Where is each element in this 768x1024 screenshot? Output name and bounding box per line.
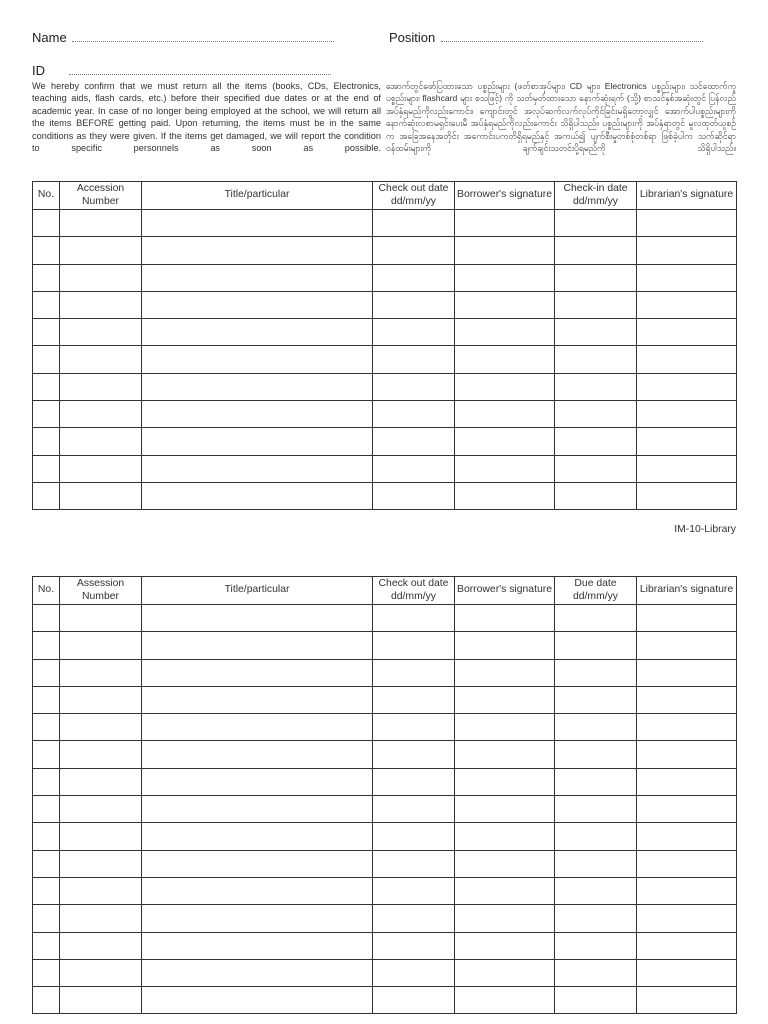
table-cell[interactable] [60,319,142,346]
table-cell[interactable] [142,686,373,713]
table-cell[interactable] [142,987,373,1014]
table-cell[interactable] [142,768,373,795]
checkout-table-header [33,182,737,210]
table-row [33,823,737,850]
table-cell[interactable] [455,373,555,400]
table-cell[interactable] [373,210,455,237]
table-cell[interactable] [33,237,60,264]
table-cell[interactable] [373,401,455,428]
table-cell[interactable] [60,401,142,428]
table-cell[interactable] [637,210,737,237]
table-row [33,659,737,686]
table-cell[interactable] [555,455,637,482]
table-cell[interactable] [142,455,373,482]
checkout-table [32,181,737,510]
table-cell[interactable] [142,428,373,455]
id-line[interactable] [69,73,331,75]
table-row [33,741,737,768]
position-label: Position [389,30,436,45]
table-cell[interactable] [637,319,737,346]
table-row [33,686,737,713]
form-code: IM-10-Library [674,524,736,535]
table-cell[interactable] [455,959,555,986]
table-cell[interactable] [637,714,737,741]
checkout-table-body [33,210,737,510]
table-cell[interactable] [455,264,555,291]
table-cell[interactable] [373,373,455,400]
table-cell[interactable] [637,401,737,428]
table-cell[interactable] [555,237,637,264]
table-cell[interactable] [455,401,555,428]
table-cell[interactable] [555,987,637,1014]
table-cell[interactable] [60,905,142,932]
table-cell[interactable] [60,291,142,318]
table-cell[interactable] [373,796,455,823]
col-no: No. [33,182,60,210]
table-cell[interactable] [637,823,737,850]
table-cell[interactable] [455,632,555,659]
table-cell[interactable] [555,823,637,850]
table-cell[interactable] [60,237,142,264]
table-cell[interactable] [555,482,637,509]
table-cell[interactable] [555,659,637,686]
table-cell[interactable] [373,237,455,264]
table-cell[interactable] [555,686,637,713]
table-cell[interactable] [455,714,555,741]
table-cell[interactable] [60,877,142,904]
table-cell[interactable] [637,877,737,904]
table-cell[interactable] [373,959,455,986]
table-row [33,987,737,1014]
table-cell[interactable] [60,686,142,713]
col-borrower-signature: Borrower's signature [455,577,555,605]
col-title: Title/particular [142,577,373,605]
table-cell[interactable] [555,291,637,318]
table-cell[interactable] [373,482,455,509]
id-label: ID [32,63,45,78]
table-cell[interactable] [142,291,373,318]
table-row [33,932,737,959]
table-cell[interactable] [33,482,60,509]
table-cell[interactable] [33,796,60,823]
table-cell[interactable] [637,482,737,509]
col-title: Title/particular [142,182,373,210]
table-cell[interactable] [455,210,555,237]
table-cell[interactable] [555,768,637,795]
table-cell[interactable] [555,210,637,237]
table-row [33,959,737,986]
table-cell[interactable] [33,632,60,659]
table-cell[interactable] [455,319,555,346]
table-cell[interactable] [455,482,555,509]
name-label: Name [32,30,67,45]
table-cell[interactable] [455,605,555,632]
table-cell[interactable] [142,796,373,823]
table-cell[interactable] [33,455,60,482]
table-cell[interactable] [455,741,555,768]
table-cell[interactable] [637,428,737,455]
table-cell[interactable] [373,987,455,1014]
table-cell[interactable] [33,686,60,713]
table-cell[interactable] [637,796,737,823]
table-cell[interactable] [373,455,455,482]
agreement-english: We hereby confirm that we must return all the items (books, CDs, Electronics, teaching aids, flash cards, etc.) before their specified due dates or at the end of academic year. In case of no longer being employed at the school, we will return all the items BEFORE getting paid. Upon returning, the items must be in the same conditions as they were given. If the items get damaged, we will report the condition to specific personnels as soon as possible. [32,81,381,154]
table-cell[interactable] [555,373,637,400]
table-cell[interactable] [142,373,373,400]
table-cell[interactable] [373,768,455,795]
table-cell[interactable] [373,605,455,632]
table-cell[interactable] [33,605,60,632]
table-cell[interactable] [33,373,60,400]
table-row [33,850,737,877]
table-cell[interactable] [60,605,142,632]
table-cell[interactable] [637,237,737,264]
table-cell[interactable] [555,319,637,346]
table-cell[interactable] [33,768,60,795]
table-cell[interactable] [60,768,142,795]
table-cell[interactable] [60,823,142,850]
table-cell[interactable] [373,264,455,291]
name-line[interactable] [72,40,334,42]
table-cell[interactable] [60,482,142,509]
table-cell[interactable] [33,264,60,291]
table-cell[interactable] [142,959,373,986]
table-cell[interactable] [33,210,60,237]
table-cell[interactable] [33,905,60,932]
table-cell[interactable] [637,605,737,632]
col-checkin-date: Check-in date dd/mm/yy [555,182,637,210]
table-row [33,714,737,741]
table-cell[interactable] [455,237,555,264]
table-cell[interactable] [455,455,555,482]
table-cell[interactable] [142,823,373,850]
table-row [33,319,737,346]
table-cell[interactable] [60,632,142,659]
table-cell[interactable] [142,401,373,428]
table-cell[interactable] [455,987,555,1014]
table-cell[interactable] [555,932,637,959]
table-row [33,401,737,428]
table-cell[interactable] [33,401,60,428]
table-cell[interactable] [555,346,637,373]
table-row [33,346,737,373]
table-cell[interactable] [60,455,142,482]
table-cell[interactable] [373,932,455,959]
table-cell[interactable] [637,346,737,373]
table-row [33,291,737,318]
table-row [33,632,737,659]
table-cell[interactable] [455,768,555,795]
table-cell[interactable] [142,237,373,264]
table-cell[interactable] [60,373,142,400]
table-cell[interactable] [555,605,637,632]
table-cell[interactable] [142,714,373,741]
col-librarian-signature: Librarian's signature [637,182,737,210]
table-cell[interactable] [637,987,737,1014]
table-cell[interactable] [455,346,555,373]
due-date-table-header [33,577,737,605]
table-cell[interactable] [373,319,455,346]
table-row [33,482,737,509]
col-librarian-signature: Librarian's signature [637,577,737,605]
table-cell[interactable] [373,905,455,932]
table-cell[interactable] [637,632,737,659]
position-field [389,30,703,45]
table-cell[interactable] [60,987,142,1014]
table-cell[interactable] [60,264,142,291]
table-cell[interactable] [60,959,142,986]
table-cell[interactable] [455,823,555,850]
table-cell[interactable] [555,959,637,986]
table-cell[interactable] [455,877,555,904]
due-date-table-body [33,605,737,1014]
table-cell[interactable] [373,741,455,768]
table-cell[interactable] [373,686,455,713]
name-field [32,30,334,45]
table-cell[interactable] [455,291,555,318]
table-cell[interactable] [555,741,637,768]
due-date-table [32,576,737,1014]
table-cell[interactable] [373,823,455,850]
table-cell[interactable] [60,210,142,237]
table-cell[interactable] [455,428,555,455]
col-assession-number: Assession Number [60,577,142,605]
table-cell[interactable] [33,428,60,455]
table-cell[interactable] [555,850,637,877]
table-cell[interactable] [33,741,60,768]
id-field [32,63,331,78]
table-row [33,264,737,291]
table-cell[interactable] [373,714,455,741]
table-cell[interactable] [33,823,60,850]
table-cell[interactable] [637,741,737,768]
table-cell[interactable] [455,850,555,877]
col-checkout-date: Check out date dd/mm/yy [373,182,455,210]
table-cell[interactable] [637,291,737,318]
table-cell[interactable] [60,932,142,959]
table-cell[interactable] [637,959,737,986]
table-row [33,455,737,482]
agreement-myanmar: အောက်တွင်ဖော်ပြထားသော ပစ္စည်းများ (ဖတ်စာအုပ်များ၊ CD များ၊ Electronics ပစ္စည်းများ၊ သင်ထောက်ကူပစ္စည်းများ၊ flashcard များ စသဖြင့်) ကို သတ်မှတ်ထားသော နောက်ဆုံးရက် (သို့) စာသင်နှစ်အဆုံးတွင် ပြန်လည်အပ်နှံရမည်ကိုလည်းကောင်း၊ ကျောင်းတွင် အလုပ်ဆက်လက်လုပ်ကိုင်ခြင်းမရှိတော့လျှင် အောက်ပါပစ္စည်းများကို နောက်ဆုံးလစာမရှင်းပေးမီ အပ်နှံရမည်ကိုလည်းကောင်း သိရှိပါသည်။ ပစ္စည်းများကို အပ်နှံရာတွင် မူလထုတ်ယူစဉ်က အခြေအနေအတိုင်း အကောင်းပကတိရှိရမည်နှင့် အကယ်၍ ပျက်စီးမှုတစ်စုံတစ်ရာ ဖြစ်ခဲ့ပါက သက်ဆိုင်ရာဝန်ထမ်းများကို ချက်ချင်းသတင်းပို့ရမည်ကို သိရှိပါသည်။ [386,81,736,154]
table-cell[interactable] [142,319,373,346]
table-cell[interactable] [142,877,373,904]
table-row [33,796,737,823]
table-cell[interactable] [373,877,455,904]
table-cell[interactable] [455,905,555,932]
table-cell[interactable] [142,632,373,659]
table-cell[interactable] [555,905,637,932]
col-due-date: Due date dd/mm/yy [555,577,637,605]
table-cell[interactable] [637,373,737,400]
table-cell[interactable] [373,291,455,318]
table-cell[interactable] [142,850,373,877]
table-cell[interactable] [60,741,142,768]
col-borrower-signature: Borrower's signature [455,182,555,210]
table-cell[interactable] [33,850,60,877]
table-cell[interactable] [33,319,60,346]
table-cell[interactable] [637,932,737,959]
table-cell[interactable] [142,932,373,959]
table-cell[interactable] [60,428,142,455]
table-cell[interactable] [555,714,637,741]
table-cell[interactable] [637,768,737,795]
col-no: No. [33,577,60,605]
table-cell[interactable] [60,659,142,686]
table-cell[interactable] [142,905,373,932]
table-cell[interactable] [373,632,455,659]
table-cell[interactable] [60,714,142,741]
table-cell[interactable] [637,905,737,932]
table-cell[interactable] [33,959,60,986]
table-cell[interactable] [455,659,555,686]
table-cell[interactable] [142,605,373,632]
table-cell[interactable] [142,482,373,509]
table-cell[interactable] [373,850,455,877]
table-cell[interactable] [142,264,373,291]
position-line[interactable] [441,40,703,42]
table-cell[interactable] [637,455,737,482]
table-cell[interactable] [373,428,455,455]
table-cell[interactable] [33,987,60,1014]
table-row [33,905,737,932]
table-row [33,210,737,237]
table-cell[interactable] [60,346,142,373]
table-cell[interactable] [142,210,373,237]
table-row [33,237,737,264]
table-cell[interactable] [142,741,373,768]
table-cell[interactable] [33,714,60,741]
table-cell[interactable] [637,264,737,291]
table-cell[interactable] [555,401,637,428]
table-cell[interactable] [142,346,373,373]
table-cell[interactable] [60,796,142,823]
table-cell[interactable] [33,291,60,318]
table-cell[interactable] [60,850,142,877]
table-cell[interactable] [637,850,737,877]
table-cell[interactable] [555,632,637,659]
table-row [33,877,737,904]
table-cell[interactable] [455,686,555,713]
table-cell[interactable] [373,659,455,686]
table-cell[interactable] [455,932,555,959]
table-cell[interactable] [637,686,737,713]
table-cell[interactable] [142,659,373,686]
table-cell[interactable] [373,346,455,373]
table-cell[interactable] [555,796,637,823]
table-cell[interactable] [33,659,60,686]
table-row [33,428,737,455]
col-accession-number: Accession Number [60,182,142,210]
table-cell[interactable] [637,659,737,686]
table-cell[interactable] [33,877,60,904]
table-cell[interactable] [33,932,60,959]
table-cell[interactable] [455,796,555,823]
table-cell[interactable] [33,346,60,373]
table-cell[interactable] [555,428,637,455]
table-cell[interactable] [555,877,637,904]
table-cell[interactable] [555,264,637,291]
table-row [33,373,737,400]
table-row [33,768,737,795]
table-row [33,605,737,632]
col-checkout-date: Check out date dd/mm/yy [373,577,455,605]
